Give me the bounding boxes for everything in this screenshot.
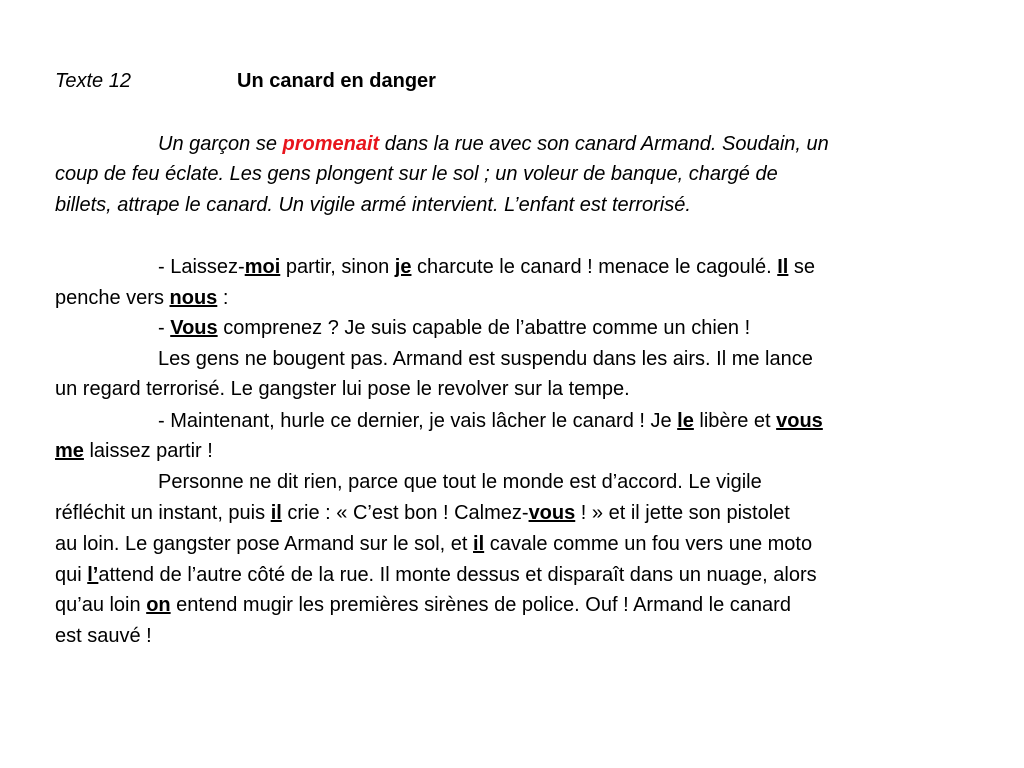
text-header	[55, 70, 436, 98]
paragraph-2-line-2: un regard terrorisé. Le gangster lui pose le revolver sur la tempe.	[55, 378, 630, 400]
pronoun-il: Il	[777, 256, 789, 278]
text-run: dans la rue avec son canard Armand. Soudain, un	[379, 133, 829, 155]
dialogue-3-line-1	[55, 406, 1024, 436]
text-run: partir, sinon	[280, 256, 395, 278]
paragraph-1-line-3: billets, attrape le canard. Un vigile armé intervient. L’enfant est terrorisé.	[55, 194, 691, 216]
text-run: -	[158, 317, 171, 339]
text-run: - Maintenant, hurle ce dernier, je vais lâcher le canard ! Je	[158, 410, 678, 432]
paragraph-1-line-2: coup de feu éclate. Les gens plongent sur le sol ; un voleur de banque, chargé de	[55, 163, 778, 185]
paragraph-2-line-1: Les gens ne bougent pas. Armand est suspendu dans les airs. Il me lance	[158, 348, 813, 370]
paragraph-1-line-1	[55, 129, 1024, 159]
paragraph-3-line-3	[55, 529, 955, 559]
pronoun-vous: Vous	[170, 317, 218, 339]
text-run: se	[788, 256, 816, 278]
text-run: réfléchit un instant, puis	[55, 502, 271, 524]
text-run: penche vers	[55, 287, 170, 309]
text-number: Texte 12	[55, 70, 131, 92]
pronoun-on: on	[146, 594, 171, 616]
text-run: Un garçon se	[158, 133, 283, 155]
text-run: au loin. Le gangster pose Armand sur le sol, et	[55, 533, 474, 555]
dialogue-2-line-1	[55, 313, 1024, 343]
text-title: Un canard en danger	[237, 70, 436, 92]
paragraph-3-line-5	[55, 590, 955, 620]
text-run: libère et	[693, 410, 777, 432]
pronoun-nous: nous	[169, 287, 218, 309]
text-run: - Laissez-	[158, 256, 245, 278]
text-run: :	[217, 287, 229, 309]
pronoun-il: il	[270, 502, 282, 524]
pronoun-le: le	[677, 410, 694, 432]
dialogue-1-line-2	[55, 283, 955, 313]
pronoun-moi: moi	[244, 256, 281, 278]
pronoun-il: il	[473, 533, 485, 555]
text-run: attend de l’autre côté de la rue. Il monte dessus et disparaît dans un nuage, alors	[98, 564, 817, 586]
text-run: entend mugir les premières sirènes de police. Ouf ! Armand le canard	[170, 594, 791, 616]
paragraph-3-line-4	[55, 560, 955, 590]
paragraph-3-line-2	[55, 498, 955, 528]
pronoun-vous: vous	[528, 502, 576, 524]
text-run: ! » et il jette son pistolet	[575, 502, 790, 524]
text-run: qui	[55, 564, 88, 586]
paragraph-3-line-6: est sauvé !	[55, 625, 152, 647]
pronoun-me: me	[55, 440, 84, 462]
text-run: qu’au loin	[55, 594, 147, 616]
dialogue-3-line-2	[55, 436, 955, 466]
dialogue-1-line-1	[55, 252, 1024, 282]
text-run: comprenez ? Je suis capable de l’abattre comme un chien !	[217, 317, 751, 339]
paragraph-3-line-1: Personne ne dit rien, parce que tout le monde est d’accord. Le vigile	[158, 471, 762, 493]
pronoun-je: je	[394, 256, 412, 278]
text-run: laissez partir !	[83, 440, 213, 462]
text-run: charcute le canard ! menace le cagoulé.	[411, 256, 778, 278]
pronoun-vous: vous	[776, 410, 823, 432]
text-run: crie : « C’est bon ! Calmez-	[281, 502, 529, 524]
pronoun-l: l’	[87, 564, 99, 586]
highlighted-verb: promenait	[282, 133, 380, 155]
text-run: cavale comme un fou vers une moto	[484, 533, 813, 555]
